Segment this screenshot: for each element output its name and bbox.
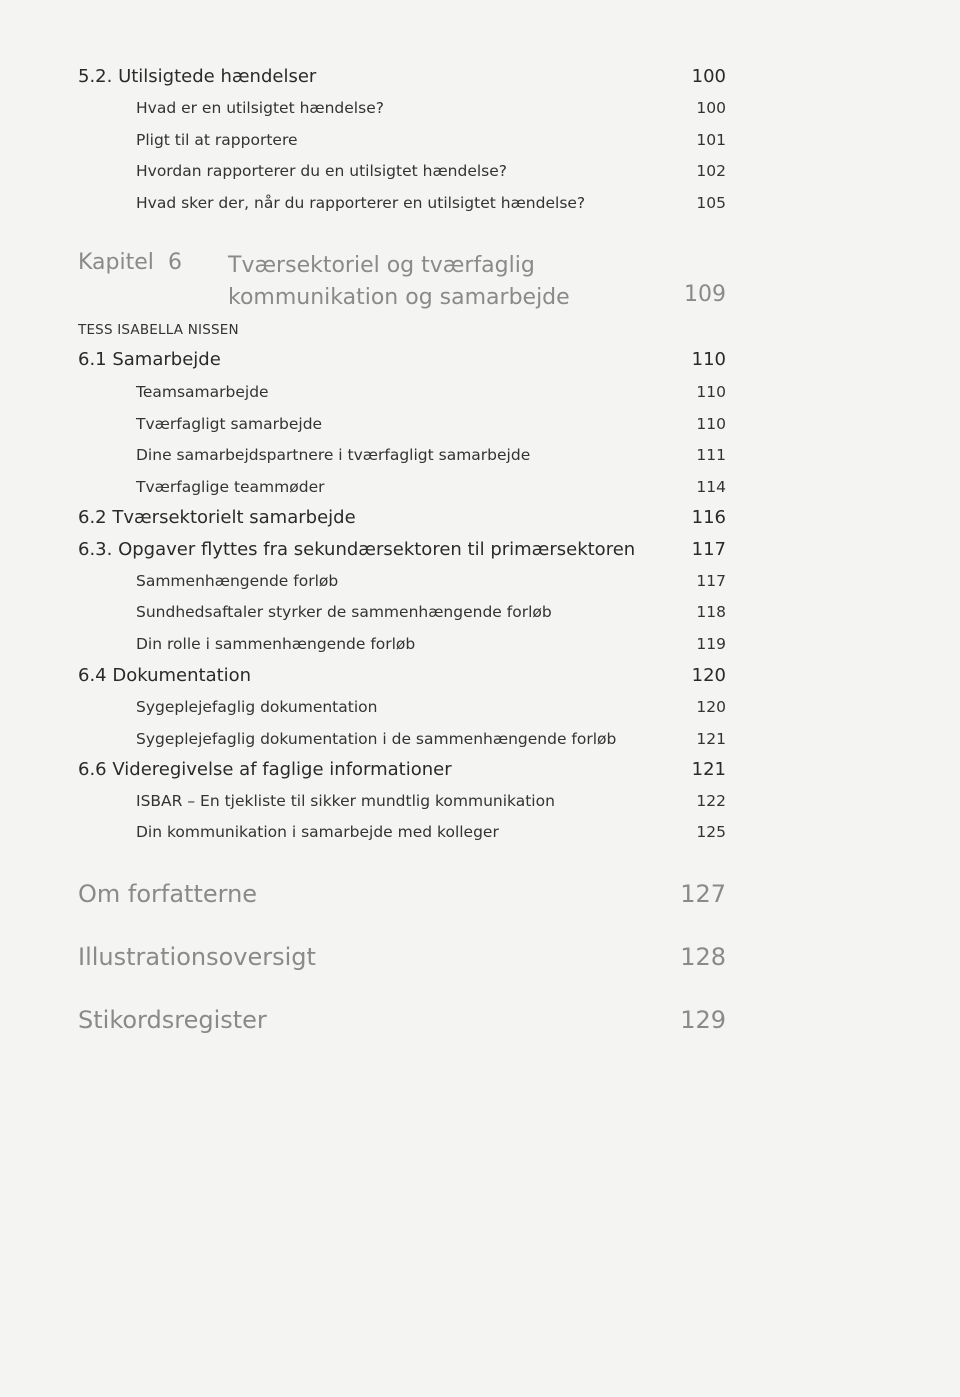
- toc-entry: [136, 131, 726, 149]
- toc-page-number: 122: [696, 792, 726, 810]
- toc-label: Sygeplejefaglig dokumentation i de sammenhængende forløb: [136, 730, 617, 748]
- chapter-author: TESS ISABELLA NISSEN: [78, 322, 239, 338]
- toc-label: Om forfatterne: [78, 880, 258, 908]
- toc-label: Dine samarbejdspartnere i tværfagligt samarbejde: [136, 446, 531, 464]
- toc-entry: [136, 603, 726, 621]
- toc-entry: [136, 446, 726, 464]
- toc-page-number: 121: [696, 730, 726, 748]
- toc-label: 6.1 Samarbejde: [78, 349, 221, 370]
- toc-section-6-2: [78, 507, 726, 528]
- toc-label: Sammenhængende forløb: [136, 572, 339, 590]
- toc-entry: [136, 99, 726, 117]
- toc-section-6-3: [78, 539, 726, 560]
- toc-label: Illustrationsoversigt: [78, 943, 316, 971]
- chapter-title-line-1: Tværsektoriel og tværfaglig: [228, 253, 535, 278]
- toc-page-number: 110: [691, 349, 726, 370]
- toc-backmatter-authors: [78, 880, 726, 908]
- toc-page-number: 105: [696, 194, 726, 212]
- toc-section-6-4: [78, 665, 726, 686]
- toc-entry: [136, 823, 726, 841]
- toc-page-number: 121: [691, 759, 726, 780]
- toc-page-number: 119: [696, 635, 726, 653]
- toc-entry: [136, 162, 726, 180]
- toc-backmatter-illustrations: [78, 943, 726, 971]
- toc-label: Pligt til at rapportere: [136, 131, 298, 149]
- toc-label: Teamsamarbejde: [136, 383, 269, 401]
- toc-entry: [136, 572, 726, 590]
- toc-label: Hvad sker der, når du rapporterer en utilsigtet hændelse?: [136, 194, 586, 212]
- toc-page-number: 100: [691, 66, 726, 87]
- toc-entry: [136, 478, 726, 496]
- toc-page-number: 110: [696, 383, 726, 401]
- toc-entry: [136, 383, 726, 401]
- toc-label: Tværfagligt samarbejde: [136, 415, 323, 433]
- toc-page-number: 110: [696, 415, 726, 433]
- toc-page-number: 125: [696, 823, 726, 841]
- toc-page-number: 111: [696, 446, 726, 464]
- toc-label: ISBAR – En tjekliste til sikker mundtlig kommunikation: [136, 792, 555, 810]
- toc-page-number: 101: [696, 131, 726, 149]
- toc-page-number: 129: [680, 1006, 726, 1034]
- toc-section-5-2: [78, 66, 726, 87]
- toc-label: Din kommunikation i samarbejde med kolleger: [136, 823, 499, 841]
- toc-page-number: 120: [696, 698, 726, 716]
- toc-entry: [136, 730, 726, 748]
- toc-label: Stikordsregister: [78, 1006, 267, 1034]
- chapter-label: Kapitel: [78, 250, 154, 275]
- toc-page-number: 117: [696, 572, 726, 590]
- toc-page-number: 116: [691, 507, 726, 528]
- toc-page-number: 117: [691, 539, 726, 560]
- toc-entry: [136, 792, 726, 810]
- toc-entry: [136, 415, 726, 433]
- toc-label: 6.3. Opgaver flyttes fra sekundærsektoren til primærsektoren: [78, 539, 636, 560]
- toc-page-number: 127: [680, 880, 726, 908]
- toc-page-number: 128: [680, 943, 726, 971]
- toc-entry: [136, 698, 726, 716]
- chapter-heading: [78, 250, 726, 314]
- chapter-page-number: 109: [684, 282, 726, 307]
- toc-page-number: 118: [696, 603, 726, 621]
- toc-label: Tværfaglige teammøder: [136, 478, 325, 496]
- chapter-number: 6: [168, 250, 182, 275]
- toc-section-6-6: [78, 759, 726, 780]
- toc-page-number: 114: [696, 478, 726, 496]
- toc-label: 6.6 Videregivelse af faglige informationer: [78, 759, 452, 780]
- toc-label: Din rolle i sammenhængende forløb: [136, 635, 416, 653]
- toc-page-number: 102: [696, 162, 726, 180]
- chapter-title: [228, 250, 570, 314]
- toc-label: 6.4 Dokumentation: [78, 665, 252, 686]
- toc-label: Sygeplejefaglig dokumentation: [136, 698, 378, 716]
- chapter-title-line-2: kommunikation og samarbejde: [228, 285, 570, 310]
- toc-label: 6.2 Tværsektorielt samarbejde: [78, 507, 356, 528]
- toc-page-number: 100: [696, 99, 726, 117]
- toc-entry: [136, 635, 726, 653]
- toc-label: Hvordan rapporterer du en utilsigtet hændelse?: [136, 162, 508, 180]
- toc-label: Sundhedsaftaler styrker de sammenhængende forløb: [136, 603, 552, 621]
- toc-entry: [136, 194, 726, 212]
- toc-page-number: 120: [691, 665, 726, 686]
- toc-label: Hvad er en utilsigtet hændelse?: [136, 99, 384, 117]
- toc-section-6-1: [78, 349, 726, 370]
- toc-label: 5.2. Utilsigtede hændelser: [78, 66, 317, 87]
- toc-backmatter-index: [78, 1006, 726, 1034]
